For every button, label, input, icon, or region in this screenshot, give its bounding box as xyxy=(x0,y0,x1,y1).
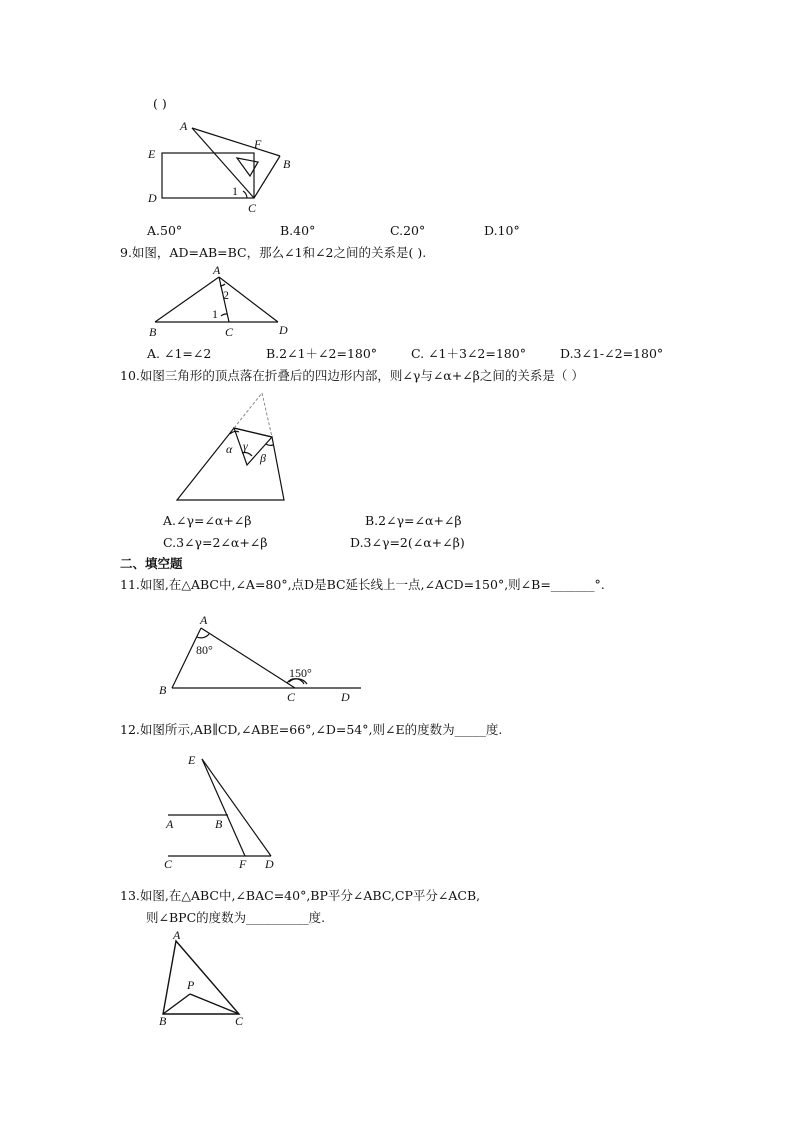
q8-figure xyxy=(140,118,310,218)
section-title-fill-in: 二、填空题 xyxy=(120,556,183,571)
q13-triangle xyxy=(163,941,239,1014)
q8-label-f: F xyxy=(254,137,262,151)
q8-option-d: D.10° xyxy=(484,223,520,238)
q12-label-e: E xyxy=(188,753,196,767)
q10-quadrilateral xyxy=(177,428,284,500)
q13-stem-line1: 13.如图,在△ABC中,∠BAC=40°,BP平分∠ABC,CP平分∠ACB, xyxy=(120,888,481,903)
q11-label-a: A xyxy=(200,613,208,627)
q10-label-gamma: γ xyxy=(243,439,248,453)
q10-label-beta: β xyxy=(260,451,266,465)
q9-option-a: A. ∠1=∠2 xyxy=(147,346,212,361)
q12-label-a: A xyxy=(166,817,174,831)
q8-option-b: B.40° xyxy=(280,223,316,238)
q9-label-a: A xyxy=(213,263,221,277)
q10-folded-triangle xyxy=(234,428,272,465)
q8-answer-blank: ( ) xyxy=(153,96,167,111)
q11-figure xyxy=(155,610,370,705)
q9-option-d: D.3∠1-∠2=180° xyxy=(560,346,664,361)
q12-stem: 12.如图所示,AB∥CD,∠ABE=66°,∠D=54°,则∠E的度数为_____度. xyxy=(120,722,503,737)
q10-option-b: B.2∠γ=∠α+∠β xyxy=(365,513,462,528)
q10-option-a: A.∠γ=∠α+∠β xyxy=(163,513,252,528)
q8-option-c: C.20° xyxy=(390,223,426,238)
q12-figure xyxy=(160,752,285,874)
q10-label-alpha: α xyxy=(226,442,233,456)
q12-label-d: D xyxy=(265,857,274,871)
q8-label-a: A xyxy=(180,119,188,133)
q13-label-b: B xyxy=(159,1014,167,1028)
q10-option-d: D.3∠γ=2(∠α+∠β) xyxy=(350,535,465,550)
q9-label-d: D xyxy=(279,323,288,337)
q13-stem-line2: 则∠BPC的度数为__________度. xyxy=(146,910,326,925)
q12-label-c: C xyxy=(164,857,173,871)
q10-figure xyxy=(170,390,295,505)
q13-label-c: C xyxy=(235,1014,244,1028)
q9-option-b: B.2∠1＋∠2=180° xyxy=(266,346,378,361)
q11-label-b: B xyxy=(159,683,167,697)
q9-label-b: B xyxy=(149,325,157,339)
q9-label-c: C xyxy=(225,325,234,339)
q13-figure xyxy=(155,928,250,1030)
q9-label-2: 2 xyxy=(223,288,229,302)
q9-label-1: 1 xyxy=(212,307,218,321)
q8-label-e: E xyxy=(148,147,156,161)
q12-label-f: F xyxy=(239,857,247,871)
q11-stem: 11.如图,在△ABC中,∠A=80°,点D是BC延长线上一点,∠ACD=150°,则∠B=_______°. xyxy=(120,577,605,592)
q11-label-150deg: 150° xyxy=(289,666,312,680)
q9-figure xyxy=(145,262,305,338)
q8-inner-triangle xyxy=(237,158,258,176)
q10-option-c: C.3∠γ=2∠α+∠β xyxy=(163,535,268,550)
q13-label-a: A xyxy=(173,928,181,942)
q11-label-c: C xyxy=(287,690,296,704)
q9-option-c: C. ∠1＋3∠2=180° xyxy=(411,346,526,361)
q8-rectangle xyxy=(162,153,254,198)
q9-stem: 9.如图，AD=AB=BC，那么∠1和∠2之间的关系是( ). xyxy=(120,245,427,260)
q8-option-a: A.50° xyxy=(147,223,183,238)
q10-stem: 10.如图三角形的顶点落在折叠后的四边形内部，则∠γ与∠α+∠β之间的关系是（ ） xyxy=(120,368,584,383)
q8-label-b: B xyxy=(283,157,291,171)
q8-label-c: C xyxy=(248,201,257,215)
q8-label-1: 1 xyxy=(232,184,238,198)
q11-label-d: D xyxy=(341,690,350,704)
q11-label-80deg: 80° xyxy=(196,643,213,657)
q13-label-p: P xyxy=(187,978,195,992)
q12-label-b: B xyxy=(215,817,223,831)
q8-label-d: D xyxy=(148,191,157,205)
